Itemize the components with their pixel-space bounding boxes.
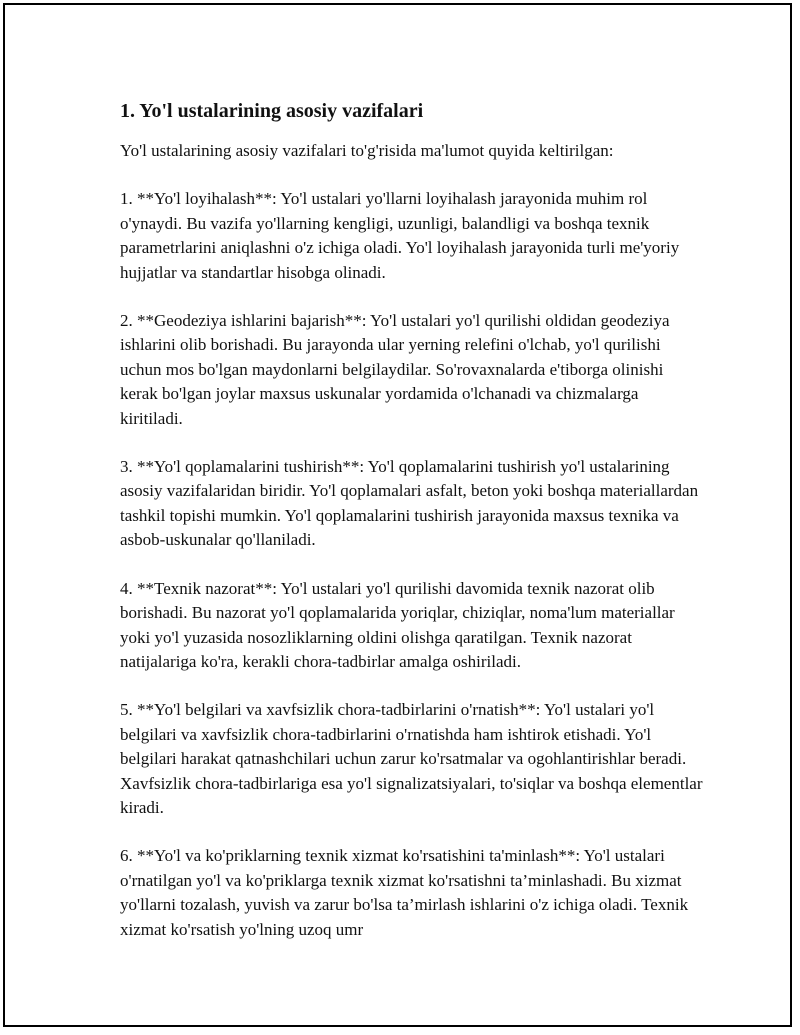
page-title: 1. Yo'l ustalarining asosiy vazifalari: [120, 100, 424, 122]
document-content: [120, 97, 705, 966]
list-item: 4. **Texnik nazorat**: Yo'l ustalari yo'l qurilishi davomida texnik nazorat olib borishadi. Bu nazorat yo'l qoplamalarida yoriqlar, chiziqlar, noma'lum materiallar yoki yo'l yuzasida nosozliklarning oldini olishga qaratilgan. Texnik nazorat natijalariga ko'ra, kerakli chora-tadbirlar amalga oshiriladi.: [120, 578, 675, 671]
list-item: 3. **Yo'l qoplamalarini tushirish**: Yo'l qoplamalarini tushirish yo'l ustalarining asosiy vazifalaridan biridir. Yo'l qoplamalari asfalt, beton yoki boshqa materiallardan tashkil topishi mumkin. Yo'l qoplamalarini tushirish jarayonida maxsus texnika va asbob-uskunalar qo'llaniladi.: [120, 457, 699, 550]
document-page: [3, 3, 792, 1027]
list-item: 6. **Yo'l va ko'priklarning texnik xizmat ko'rsatishini ta'minlash**: Yo'l ustalari o'rnatilgan yo'l va ko'priklarga texnik xizmat ko'rsatishni ta’minlashadi. Bu xizmat yo'llarni tozalash, yuvish va zarur bo'lsa ta’mirlash ishlarini o'z ichiga oladi. Texnik xizmat ko'rsatish yo'lning uzoq umr: [120, 846, 689, 939]
list-item: 5. **Yo'l belgilari va xavfsizlik chora-tadbirlarini o'rnatish**: Yo'l ustalari yo'l belgilari va xavfsizlik chora-tadbirlarini o'rnatishda ham ishtirok etishadi. Yo'l belgilari harakat qatnashchilari uchun zarur ko'rsatmalar va ogohlantirishlar beradi. Xavfsizlik chora-tadbirlariga esa yo'l signalizatsiyalari, to'siqlar va boshqa elementlar kiradi.: [120, 700, 703, 817]
list-item: 2. **Geodeziya ishlarini bajarish**: Yo'l ustalari yo'l qurilishi oldidan geodeziya ishlarini olib borishadi. Bu jarayonda ular yerning relefini o'lchab, yo'l qurilishi uchun mos bo'lgan maydonlarni belgilaydilar. So'rovaxnalarda e'tiborga olinishi kerak bo'lgan joylar maxsus uskunalar yordamida o'lchanadi va chizmalarga kiritiladi.: [120, 311, 670, 428]
list-item: 1. **Yo'l loyihalash**: Yo'l ustalari yo'llarni loyihalash jarayonida muhim rol o'ynaydi. Bu vazifa yo'llarning kengligi, uzunligi, balandligi va boshqa texnik parametrlarini aniqlashni o'z ichiga oladi. Yo'l loyihalash jarayonida turli me'yoriy hujjatlar va standartlar hisobga olinadi.: [120, 189, 680, 282]
intro-paragraph: Yo'l ustalarining asosiy vazifalari to'g'risida ma'lumot quyida keltirilgan:: [120, 141, 614, 160]
